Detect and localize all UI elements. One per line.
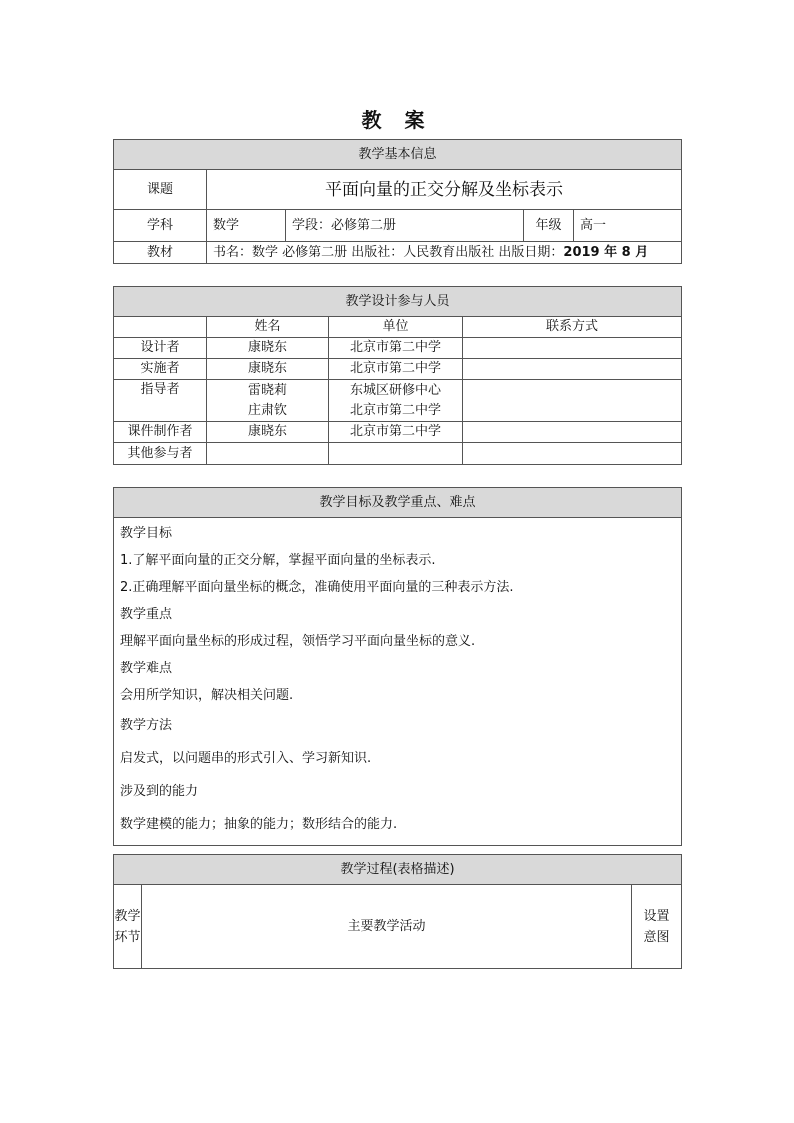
basic-info-table [113, 139, 682, 264]
participants-table [113, 286, 682, 465]
goals-body [114, 518, 682, 846]
participant-role: 指导者 [114, 380, 207, 422]
participant-unit-line: 北京市第二中学 [349, 402, 441, 418]
goals-heading: 涉及到的能力 [120, 784, 199, 799]
process-table [113, 854, 682, 969]
grade-label: 年级 [524, 210, 574, 242]
participant-unit-line: 东城区研修中心 [349, 382, 441, 398]
goals-heading: 教学目标 [120, 526, 173, 541]
subject-value: 数学 [207, 210, 286, 242]
process-col-activity: 主要教学活动 [142, 885, 632, 969]
material-text: 书名：数学 必修第二册 出版社：人民教育出版社 出版日期： [213, 244, 564, 260]
goals-heading: 教学方法 [120, 718, 173, 733]
participant-unit: 北京市第二中学 [329, 422, 463, 443]
process-header: 教学过程(表格描述) [114, 855, 682, 885]
participant-unit [329, 443, 463, 465]
participant-name [207, 443, 329, 465]
material-label: 教材 [114, 242, 207, 264]
participants-header: 教学设计参与人员 [114, 287, 682, 317]
process-col-intent: 设置意图 [632, 885, 682, 969]
goals-header: 教学目标及教学重点、难点 [114, 488, 682, 518]
grade-value: 高一 [574, 210, 682, 242]
participants-col-contact: 联系方式 [463, 317, 682, 338]
participant-name: 康晓东 [207, 422, 329, 443]
goals-text: 2.正确理解平面向量坐标的概念，准确使用平面向量的三种表示方法. [120, 580, 514, 595]
basic-info-header: 教学基本信息 [114, 140, 682, 170]
participant-name: 康晓东 [207, 338, 329, 359]
participant-name-line: 雷晓莉 [247, 382, 287, 398]
topic-value: 平面向量的正交分解及坐标表示 [207, 170, 682, 210]
material-date: 2019 年 8 月 [563, 244, 649, 260]
participant-unit: 北京市第二中学 [329, 359, 463, 380]
goals-text: 启发式，以问题串的形式引入、学习新知识. [120, 751, 372, 766]
participants-col-role [114, 317, 207, 338]
participant-role: 设计者 [114, 338, 207, 359]
participant-contact [463, 422, 682, 443]
participant-contact [463, 380, 682, 422]
participant-role: 其他参与者 [114, 443, 207, 465]
material-value [207, 242, 682, 264]
goals-text: 会用所学知识，解决相关问题. [120, 688, 294, 703]
goals-text: 数学建模的能力；抽象的能力；数形结合的能力. [120, 817, 398, 832]
participant-name-line: 庄肃钦 [247, 402, 287, 418]
participants-col-name: 姓名 [207, 317, 329, 338]
participant-unit: 北京市第二中学 [329, 338, 463, 359]
participant-name [207, 380, 329, 422]
participant-unit [329, 380, 463, 422]
participant-role: 实施者 [114, 359, 207, 380]
topic-label: 课题 [114, 170, 207, 210]
goals-heading: 教学重点 [120, 607, 173, 622]
participant-role: 课件制作者 [114, 422, 207, 443]
participant-contact [463, 443, 682, 465]
participant-contact [463, 338, 682, 359]
participant-contact [463, 359, 682, 380]
goals-text: 理解平面向量坐标的形成过程，领悟学习平面向量坐标的意义. [120, 634, 476, 649]
goals-table [113, 487, 682, 846]
goals-heading: 教学难点 [120, 661, 173, 676]
participants-col-unit: 单位 [329, 317, 463, 338]
goals-text: 1.了解平面向量的正交分解，掌握平面向量的坐标表示. [120, 553, 436, 568]
process-col-stage: 教学环节 [114, 885, 142, 969]
page-title: 教 案 [361, 108, 433, 132]
participant-name: 康晓东 [207, 359, 329, 380]
subject-label: 学科 [114, 210, 207, 242]
stage-value: 学段：必修第二册 [286, 210, 524, 242]
